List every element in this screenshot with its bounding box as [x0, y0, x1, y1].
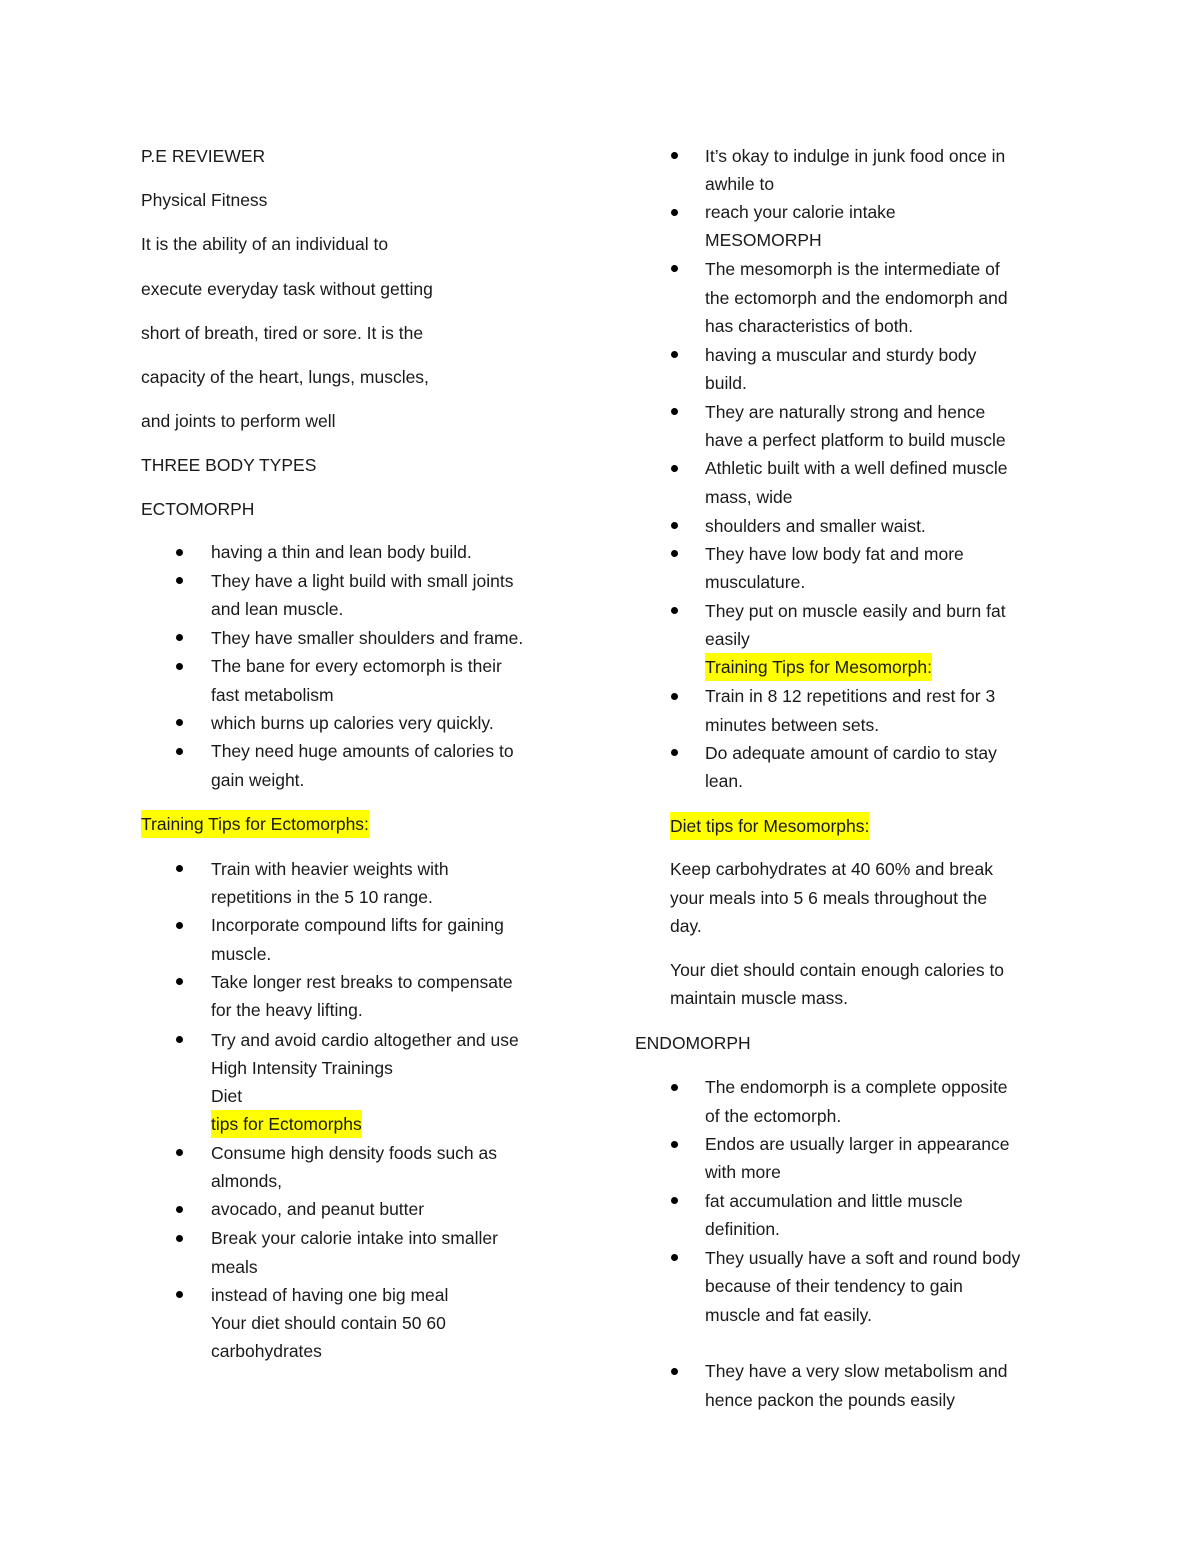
list-item: Incorporate compound lifts for gaining [211, 915, 504, 935]
diet-paragraph-line: your meals into 5 6 meals throughout the [670, 888, 988, 908]
bullet-icon [671, 1254, 678, 1261]
list-item-continuation: minutes between sets. [705, 715, 880, 735]
bullet-icon [176, 549, 183, 556]
list-item: They usually have a soft and round body [705, 1248, 1021, 1268]
diet-paragraph-line: day. [670, 916, 702, 936]
list-item: They need huge amounts of calories to [211, 741, 514, 761]
list-item: They are naturally strong and hence [705, 402, 986, 422]
list-item-continuation: because of their tendency to gain [705, 1276, 963, 1296]
list-item: Train with heavier weights with [211, 859, 449, 879]
list-item-continuation: with more [705, 1162, 781, 1182]
list-item: They have smaller shoulders and frame. [211, 628, 524, 648]
list-item: shoulders and smaller waist. [705, 516, 926, 536]
list-item: avocado, and peanut butter [211, 1199, 425, 1219]
list-item-continuation: mass, wide [705, 487, 793, 507]
list-item-continuation: awhile to [705, 174, 775, 194]
bullet-icon [176, 978, 183, 985]
list-item: They have a light build with small joints [211, 571, 514, 591]
list-item: reach your calorie intake [705, 202, 896, 222]
mesomorph-diet-heading: Diet tips for Mesomorphs: [670, 812, 869, 840]
list-item: Endos are usually larger in appearance [705, 1134, 1010, 1154]
mesomorph-heading: MESOMORPH [705, 230, 822, 250]
list-item: fat accumulation and little muscle [705, 1191, 963, 1211]
definition-line: and joints to perform well [141, 411, 336, 431]
list-item: having a thin and lean body build. [211, 542, 472, 562]
list-item-continuation: for the heavy lifting. [211, 1000, 363, 1020]
bullet-icon [671, 265, 678, 272]
bullet-icon [176, 1291, 183, 1298]
diet-label: Diet [211, 1086, 243, 1106]
list-item: They have a very slow metabolism and [705, 1361, 1008, 1381]
list-item-continuation: build. [705, 373, 747, 393]
bullet-icon [671, 749, 678, 756]
list-item-continuation: and lean muscle. [211, 599, 344, 619]
bullet-icon [176, 719, 183, 726]
section-subtitle: Physical Fitness [141, 190, 268, 210]
list-item-continuation: easily [705, 629, 750, 649]
list-item-continuation: High Intensity Trainings [211, 1058, 393, 1078]
document-title: P.E REVIEWER [141, 146, 266, 166]
list-item-continuation: almonds, [211, 1171, 283, 1191]
list-item: instead of having one big meal [211, 1285, 449, 1305]
body-types-heading: THREE BODY TYPES [141, 455, 317, 475]
bullet-icon [176, 1149, 183, 1156]
bullet-icon [176, 1036, 183, 1043]
bullet-icon [176, 922, 183, 929]
definition-line: It is the ability of an individual to [141, 234, 389, 254]
list-item: Try and avoid cardio altogether and use [211, 1030, 519, 1050]
bullet-icon [671, 465, 678, 472]
list-item-continuation: the ectomorph and the endomorph and [705, 288, 1008, 308]
list-item: Athletic built with a well defined muscle [705, 458, 1008, 478]
list-item: Take longer rest breaks to compensate [211, 972, 513, 992]
list-item-continuation: muscle and fat easily. [705, 1305, 872, 1325]
diet-note: carbohydrates [211, 1341, 322, 1361]
bullet-icon [671, 1197, 678, 1204]
definition-line: short of breath, tired or sore. It is the [141, 323, 424, 343]
bullet-icon [176, 634, 183, 641]
bullet-icon [671, 693, 678, 700]
bullet-icon [176, 865, 183, 872]
list-item: Do adequate amount of cardio to stay [705, 743, 997, 763]
ectomorph-diet-heading: tips for Ectomorphs [211, 1110, 362, 1138]
bullet-icon [671, 408, 678, 415]
list-item-continuation: definition. [705, 1219, 780, 1239]
endomorph-heading: ENDOMORPH [635, 1033, 751, 1053]
definition-line: execute everyday task without getting [141, 279, 433, 299]
list-item-continuation: repetitions in the 5 10 range. [211, 887, 433, 907]
bullet-icon [176, 748, 183, 755]
bullet-icon [671, 209, 678, 216]
list-item-continuation: hence packon the pounds easily [705, 1390, 956, 1410]
diet-paragraph-line: Your diet should contain enough calories to [670, 960, 1005, 980]
list-item: Consume high density foods such as [211, 1143, 497, 1163]
ectomorph-training-heading: Training Tips for Ectomorphs: [141, 810, 369, 838]
bullet-icon [176, 663, 183, 670]
ectomorph-heading: ECTOMORPH [141, 499, 255, 519]
mesomorph-training-heading: Training Tips for Mesomorph: [705, 653, 932, 681]
diet-paragraph-line: Keep carbohydrates at 40 60% and break [670, 859, 993, 879]
definition-line: capacity of the heart, lungs, muscles, [141, 367, 429, 387]
list-item: They have low body fat and more [705, 544, 964, 564]
list-item-continuation: lean. [705, 771, 743, 791]
bullet-icon [176, 1206, 183, 1213]
list-item-continuation: gain weight. [211, 770, 305, 790]
bullet-icon [671, 522, 678, 529]
bullet-icon [671, 550, 678, 557]
list-item: It’s okay to indulge in junk food once in [705, 146, 1006, 166]
list-item: Break your calorie intake into smaller [211, 1228, 498, 1248]
bullet-icon [671, 351, 678, 358]
list-item: having a muscular and sturdy body [705, 345, 977, 365]
list-item: They put on muscle easily and burn fat [705, 601, 1006, 621]
list-item: The bane for every ectomorph is their [211, 656, 502, 676]
list-item: The mesomorph is the intermediate of [705, 259, 1000, 279]
list-item-continuation: fast metabolism [211, 685, 334, 705]
list-item: which burns up calories very quickly. [211, 713, 494, 733]
list-item-continuation: has characteristics of both. [705, 316, 914, 336]
bullet-icon [671, 1141, 678, 1148]
bullet-icon [176, 1235, 183, 1242]
list-item-continuation: have a perfect platform to build muscle [705, 430, 1006, 450]
diet-note: Your diet should contain 50 60 [211, 1313, 446, 1333]
diet-paragraph-line: maintain muscle mass. [670, 988, 848, 1008]
list-item: Train in 8 12 repetitions and rest for 3 [705, 686, 996, 706]
list-item-continuation: muscle. [211, 944, 272, 964]
list-item-continuation: meals [211, 1257, 258, 1277]
bullet-icon [176, 577, 183, 584]
list-item: The endomorph is a complete opposite [705, 1077, 1008, 1097]
bullet-icon [671, 152, 678, 159]
list-item-continuation: of the ectomorph. [705, 1106, 842, 1126]
list-item-continuation: musculature. [705, 572, 806, 592]
bullet-icon [671, 1368, 678, 1375]
bullet-icon [671, 607, 678, 614]
bullet-icon [671, 1084, 678, 1091]
